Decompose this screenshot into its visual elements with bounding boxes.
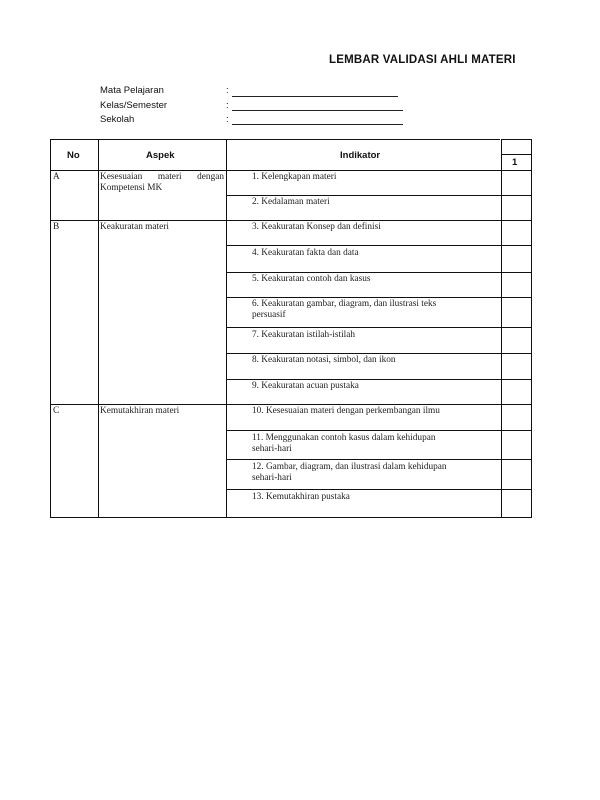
table-right-border [531,139,532,518]
aspect-no-b: B [53,222,60,232]
row-line [226,489,531,490]
row-line [226,430,531,431]
header-score-1: 1 [512,157,518,168]
row-line [226,195,531,196]
indicator-2: 2. Kedalaman materi [252,197,330,207]
indicator-10: 10. Kesesuaian materi dengan perkembangan ilmu [252,406,440,416]
table-header-bottom [50,170,531,171]
indicator-6-line1: 6. Keakuratan gambar, diagram, dan ilustrasi teks [252,299,437,309]
aspect-a-line1: Kesesuaian materi dengan [100,172,224,182]
header-aspek: Aspek [146,150,175,161]
aspek-column-divider [226,139,227,518]
indicator-8: 8. Keakuratan notasi, simbol, dan ikon [252,355,396,365]
indicator-13: 13. Kemutakhiran pustaka [252,492,350,502]
row-line [226,245,531,246]
indicator-1: 1. Kelengkapan materi [252,172,337,182]
indicator-7: 7. Keakuratan istilah-istilah [252,330,356,340]
section-line [50,220,531,221]
section-line [50,404,531,405]
kelas-semester-colon: : [226,100,229,111]
indicator-6-line2: persuasif [252,310,286,320]
indicator-9: 9. Keakuratan acuan pustaka [252,381,359,391]
sekolah-blank [232,124,403,125]
row-line [226,353,531,354]
mata-pelajaran-blank [232,96,398,97]
aspect-c-label: Kemutakhiran materi [100,406,180,416]
indicator-4: 4. Keakuratan fakta dan data [252,248,359,258]
row-line [226,272,531,273]
score-top-border [501,139,531,140]
aspect-b-label: Keakuratan materi [100,222,169,232]
sekolah-label: Sekolah [100,114,135,125]
aspect-a-line2: Kompetensi MK [100,183,163,193]
indicator-5: 5. Keakuratan contoh dan kasus [252,274,371,284]
indicator-12-line1: 12. Gambar, diagram, dan ilustrasi dalam kehidupan [252,462,447,472]
table-left-border [50,139,51,518]
indicator-3: 3. Keakuratan Konsep dan definisi [252,222,381,232]
indicator-12-line2: sehari-hari [252,473,292,483]
document-title: LEMBAR VALIDASI AHLI MATERI [329,54,516,66]
kelas-semester-label: Kelas/Semester [100,100,168,111]
row-line [226,379,531,380]
row-line [226,459,531,460]
aspect-no-a: A [53,172,60,182]
row-line [226,327,531,328]
indicator-11-line2: sehari-hari [252,444,292,454]
table-top-border [50,139,500,140]
kelas-semester-blank [232,110,403,111]
score-subheader-line [501,154,531,155]
aspect-no-c: C [53,406,60,416]
sekolah-colon: : [226,114,229,125]
row-line [226,297,531,298]
indicator-11-line1: 11. Menggunakan contoh kasus dalam kehidupan [252,433,436,443]
mata-pelajaran-colon: : [226,85,229,96]
no-column-divider [98,139,99,518]
table-bottom-border [50,517,531,518]
header-no: No [67,150,80,161]
header-indikator: Indikator [340,150,381,161]
mata-pelajaran-label: Mata Pelajaran [100,85,164,96]
indikator-column-divider [501,139,502,518]
